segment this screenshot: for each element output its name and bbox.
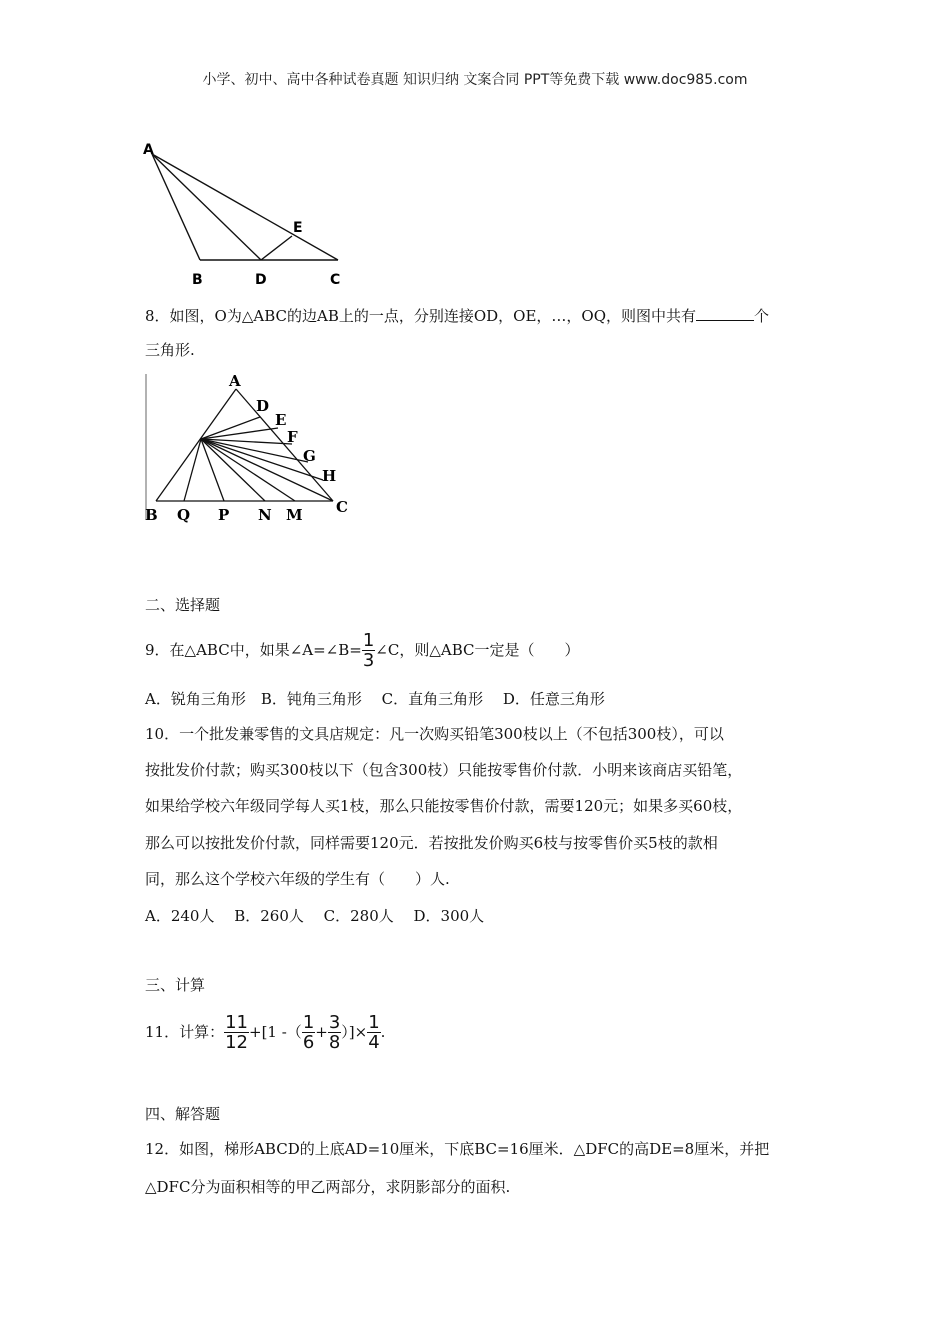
section-heading-2: 二、选择题 — [145, 596, 221, 614]
question-12-line-2: △DFC分为面积相等的甲乙两部分，求阴影部分的面积. — [145, 1178, 511, 1196]
question-8-text-end: 个 — [754, 307, 770, 325]
expression-part-1: +[1 -（ — [249, 1023, 302, 1041]
question-11-text: 11．计算： — [145, 1023, 225, 1041]
label-E: E — [275, 411, 287, 429]
label-Q: Q — [177, 506, 191, 524]
triangle-figure-q8 — [140, 370, 360, 528]
label-A: A — [229, 372, 241, 390]
label-E: E — [293, 220, 303, 236]
plus-sign: + — [315, 1023, 328, 1041]
label-G: G — [303, 447, 316, 465]
label-M: M — [286, 506, 303, 524]
label-C: C — [336, 498, 348, 516]
label-N: N — [258, 506, 272, 524]
fraction-11-12: $\frac{11}{12}$ — [225, 1011, 248, 1053]
triangle-figure-q7 — [135, 138, 355, 290]
fraction-1-4: $\frac{1}{4}$ — [368, 1011, 380, 1053]
question-10-line-3: 如果给学校六年级同学每人买1枝，那么只能按零售价付款，需要120元；如果多买60枝， — [145, 797, 743, 815]
question-8-line-1 — [145, 306, 769, 326]
label-F: F — [287, 428, 298, 446]
question-8-line-2: 三角形. — [145, 341, 195, 359]
section-heading-3: 三、计算 — [145, 976, 206, 994]
label-A: A — [143, 142, 154, 158]
label-H: H — [322, 467, 337, 485]
question-10-line-1: 10．一个批发兼零售的文具店规定：凡一次购买铅笔300枝以上（不包括300枝），可以 — [145, 725, 724, 743]
question-9-options: A．锐角三角形 B．钝角三角形 C．直角三角形 D．任意三角形 — [145, 690, 605, 708]
question-11 — [145, 1010, 385, 1054]
expression-part-2: ）]× — [341, 1023, 368, 1041]
question-9-text: 9．在△ABC中，如果∠A=∠B= — [145, 641, 362, 659]
question-9-text-end: ∠C，则△ABC一定是（ ） — [375, 641, 580, 659]
label-D: D — [255, 272, 267, 288]
question-12-line-1: 12．如图，梯形ABCD的上底AD=10厘米，下底BC=16厘米．△DFC的高DE=8厘米，并把 — [145, 1140, 770, 1158]
label-B: B — [192, 272, 203, 288]
answer-blank — [696, 306, 754, 321]
page-header: 小学、初中、高中各种试卷真题 知识归纳 文案合同 PPT等免费下载 www.doc985.com — [202, 72, 748, 88]
section-heading-4: 四、解答题 — [145, 1105, 221, 1123]
question-10-line-5: 同，那么这个学校六年级的学生有（ ）人. — [145, 870, 450, 888]
question-10-line-4: 那么可以按批发价付款，同样需要120元．若按批发价购买6枝与按零售价买5枝的款相 — [145, 834, 718, 852]
fraction-one-third: $\frac{1}{3}$ — [362, 629, 375, 671]
label-B: B — [145, 506, 158, 524]
fraction-3-8: $\frac{3}{8}$ — [328, 1011, 341, 1053]
question-10-options: A．240人 B．260人 C．280人 D．300人 — [145, 907, 485, 925]
expression-end: . — [380, 1023, 386, 1041]
label-P: P — [218, 506, 230, 524]
question-10-line-2: 按批发价付款；购买300枝以下（包含300枝）只能按零售价付款．小明来该商店买铅笔， — [145, 761, 743, 779]
question-9 — [145, 630, 579, 670]
fraction-1-6: $\frac{1}{6}$ — [302, 1011, 315, 1053]
question-8-text: 8．如图，O为△ABC的边AB上的一点，分别连接OD，OE，…，OQ，则图中共有 — [145, 307, 697, 325]
label-C: C — [330, 272, 341, 288]
label-D: D — [256, 397, 270, 415]
